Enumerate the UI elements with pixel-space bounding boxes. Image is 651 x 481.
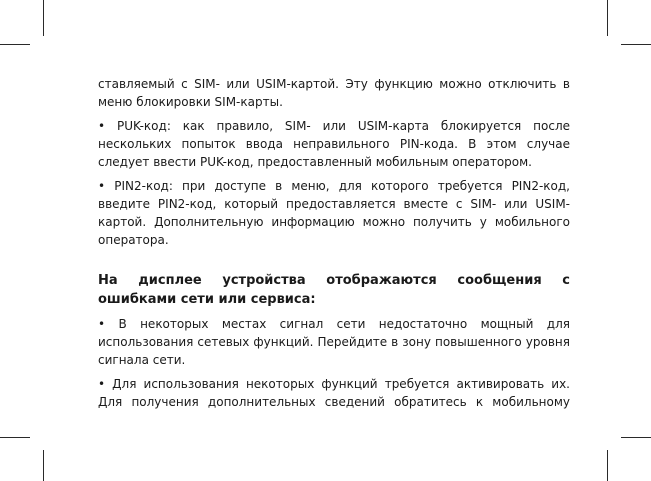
crop-mark <box>43 450 44 481</box>
paragraph-weak-signal: • В некоторых местах сигнал сети недостаточно мощный для использования сетевых функций. Перейдите в зону повышенного уровня сигнала сети. <box>98 317 570 367</box>
crop-mark <box>621 437 651 438</box>
crop-mark <box>607 450 608 481</box>
crop-mark <box>43 0 44 36</box>
paragraph-pin2-code: • PIN2-код: при доступе в меню, для которого требуется PIN2-код, введите PIN2-код, который предоставляется вместе с SIM- или USIM-картой. Дополнительную информацию можно получить у мобильного оператора. <box>98 179 570 247</box>
paragraph-sim-continuation: ставляемый с SIM- или USIM-картой. Эту функцию можно отключить в меню блокировки SIM-карты. <box>98 77 570 109</box>
crop-mark <box>621 44 651 45</box>
section-heading-errors: На дисплее устройства отображаются сообщения с ошибками сети или сервиса: <box>98 273 570 307</box>
crop-mark <box>0 437 30 438</box>
crop-mark <box>0 44 30 45</box>
document-body <box>98 75 570 417</box>
paragraph-activate-functions: • Для использования некоторых функций требуется активировать их. Для получения дополнительных сведений обратитесь к мобильному <box>98 377 570 409</box>
paragraph-puk-code: • PUK-код: как правило, SIM- или USIM-карта блокируется после нескольких попыток ввода неправильного PIN-кода. В этом случае следует ввести PUK-код, предоставленный мобильным оператором. <box>98 119 570 169</box>
crop-mark <box>607 0 608 36</box>
